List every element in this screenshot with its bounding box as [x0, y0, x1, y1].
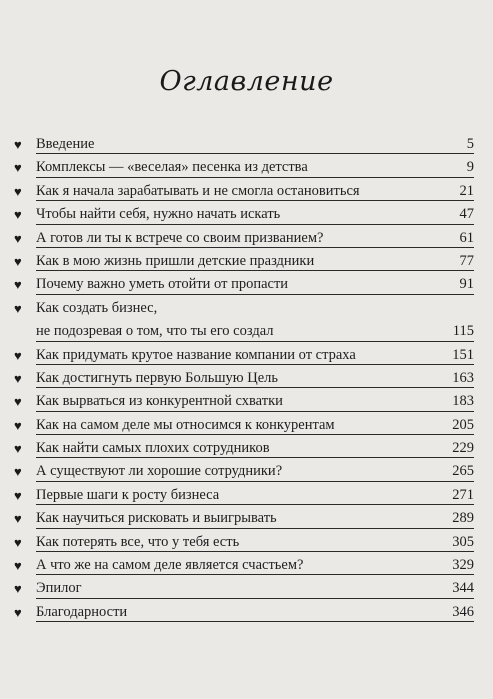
toc-entry-page: 21 [459, 182, 474, 199]
toc-entry-title: А существуют ли хорошие сотрудники? [36, 463, 283, 480]
toc-entry-title: Почему важно уметь отойти от пропасти [36, 276, 289, 293]
toc-entry-page: 5 [466, 136, 474, 152]
toc-entry-title: А готов ли ты к встрече со своим призванием? [36, 229, 324, 246]
heart-icon: ♥ [14, 370, 22, 386]
table-of-contents [14, 133, 474, 624]
heart-icon: ♥ [14, 441, 22, 457]
dotted-leader [36, 598, 474, 599]
heart-icon: ♥ [14, 160, 22, 176]
heart-icon: ♥ [14, 183, 22, 199]
toc-entry-page: 61 [459, 229, 474, 246]
toc-entry [14, 484, 474, 507]
heart-icon: ♥ [14, 277, 22, 293]
heart-icon: ♥ [14, 511, 22, 527]
heart-icon: ♥ [14, 464, 22, 480]
toc-entry [14, 554, 474, 577]
toc-entry-title: Как вырваться из конкурентной схватки [36, 393, 283, 410]
toc-entry-page: 329 [452, 557, 474, 574]
toc-entry [14, 367, 474, 390]
toc-entry-page: 344 [452, 580, 474, 597]
dotted-leader [36, 153, 474, 154]
toc-entry [14, 531, 474, 554]
toc-entry-page: 77 [459, 252, 474, 269]
toc-entry [14, 156, 474, 179]
page-title: Оглавление [159, 66, 334, 97]
toc-entry-page: 115 [452, 323, 474, 340]
toc-entry-title: Эпилог [36, 580, 82, 597]
toc-entry-page: 47 [459, 206, 474, 223]
toc-entry-title: Как в мою жизнь пришли детские праздники [36, 252, 315, 269]
toc-entry-title: Благодарности [36, 603, 128, 620]
toc-entry [14, 437, 474, 460]
heart-icon: ♥ [14, 581, 22, 597]
toc-entry-page: 305 [452, 533, 474, 550]
toc-entry [14, 577, 474, 600]
toc-entry [14, 180, 474, 203]
toc-entry-title: Чтобы найти себя, нужно начать искать [36, 206, 281, 223]
heart-icon: ♥ [14, 230, 22, 246]
toc-entry-page: 9 [466, 159, 474, 176]
toc-entry-page: 271 [452, 486, 474, 503]
toc-entry [14, 133, 474, 156]
toc-entry-title-continued: не подозревая о том, что ты его создал [36, 323, 274, 340]
toc-entry-title: Как на самом деле мы относимся к конкурентам [36, 416, 335, 433]
toc-entry-page: 205 [452, 416, 474, 433]
toc-entry-title: Как потерять все, что у тебя есть [36, 533, 240, 550]
toc-entry-title: Первые шаги к росту бизнеса [36, 486, 220, 503]
heart-icon: ♥ [14, 300, 22, 316]
toc-entry [14, 414, 474, 437]
heart-icon: ♥ [14, 394, 22, 410]
toc-entry [14, 203, 474, 226]
toc-entry [14, 227, 474, 250]
toc-entry-page: 91 [459, 276, 474, 293]
toc-entry-page: 229 [452, 440, 474, 457]
heart-icon: ♥ [14, 347, 22, 363]
toc-entry [14, 344, 474, 367]
heart-icon: ♥ [14, 137, 22, 152]
toc-entry [14, 601, 474, 624]
toc-entry [14, 273, 474, 296]
heart-icon: ♥ [14, 558, 22, 574]
toc-entry-page: 346 [452, 603, 474, 620]
toc-entry-title: Комплексы — «веселая» песенка из детства [36, 159, 308, 176]
toc-entry-page: 151 [452, 346, 474, 363]
heart-icon: ♥ [14, 604, 22, 620]
heart-icon: ♥ [14, 534, 22, 550]
toc-entry-title: Как я начала зарабатывать и не смогла остановиться [36, 182, 360, 199]
toc-entry-title: Как научиться рисковать и выигрывать [36, 510, 277, 527]
toc-entry [14, 390, 474, 413]
heart-icon: ♥ [14, 417, 22, 433]
toc-entry-page: 289 [452, 510, 474, 527]
toc-entry-title: Как создать бизнес, [36, 299, 158, 316]
heart-icon: ♥ [14, 487, 22, 503]
toc-entry-title: А что же на самом деле является счастьем? [36, 557, 304, 574]
toc-entry [14, 297, 474, 344]
toc-entry-title: Как придумать крутое название компании от страха [36, 346, 356, 363]
toc-entry-title: Как найти самых плохих сотрудников [36, 440, 270, 457]
heart-icon: ♥ [14, 253, 22, 269]
toc-entry [14, 507, 474, 530]
toc-entry-title: Введение [36, 136, 95, 152]
toc-entry-page: 183 [452, 393, 474, 410]
toc-entry-page: 163 [452, 369, 474, 386]
heart-icon: ♥ [14, 207, 22, 223]
toc-entry-page: 265 [452, 463, 474, 480]
toc-entry [14, 460, 474, 483]
toc-entry-title: Как достигнуть первую Большую Цель [36, 369, 279, 386]
toc-entry [14, 250, 474, 273]
